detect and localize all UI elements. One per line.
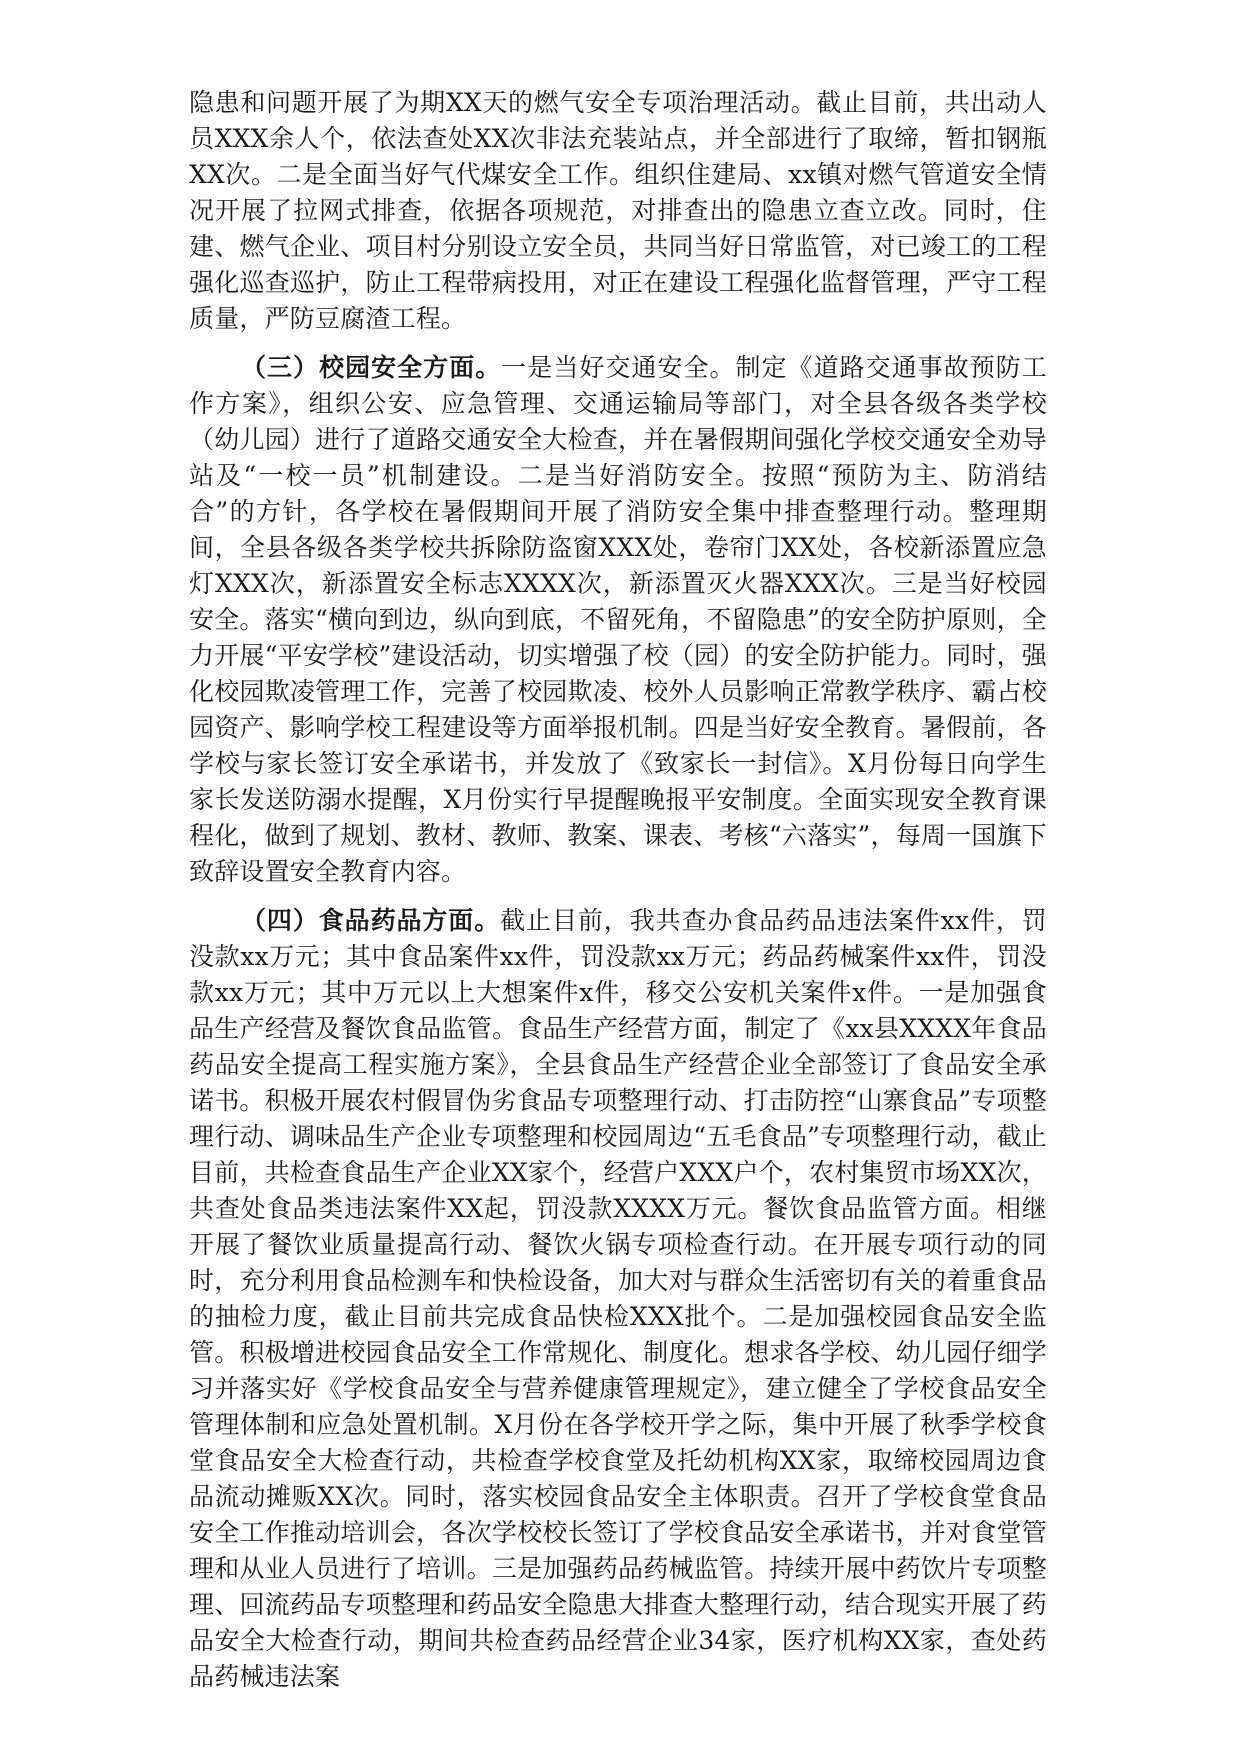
paragraph-food-drug bbox=[189, 903, 1047, 1695]
paragraph-body: 一是当好交通安全。制定《道路交通事故预防工作方案》，组织公安、应急管理、交通运输局等部门，对全县各级各类学校（幼儿园）进行了道路交通安全大检查，并在暑假期间强化学校交通安全劝导站及“一校一员”机制建设。二是当好消防安全。按照“预防为主、防消结合”的方针，各学校在暑假期间开展了消防安全集中排查整理行动。整理期间，全县各级各类学校共拆除防盗窗XXX处，卷帘门XX处，各校新添置应急灯XXX次，新添置安全标志XXXX次，新添置灭火器XXX次。三是当好校园安全。落实“横向到边，纵向到底，不留死角，不留隐患”的安全防护原则，全力开展“平安学校”建设活动，切实增强了校（园）的安全防护能力。同时，强化校园欺凌管理工作，完善了校园欺凌、校外人员影响正常教学秩序、霸占校园资产、影响学校工程建设等方面举报机制。四是当好安全教育。暑假前，各学校与家长签订安全承诺书，并发放了《致家长一封信》。X月份每日向学生家长发送防溺水提醒，X月份实行早提醒晚报平安制度。全面实现安全教育课程化，做到了规划、教材、教师、教案、课表、考核“六落实”，每周一国旗下致辞设置安全教育内容。 bbox=[189, 353, 1047, 886]
paragraph-body: 隐患和问题开展了为期XX天的燃气安全专项治理活动。截止目前，共出动人员XXX余人个，依法查处XX次非法充装站点，并全部进行了取缔，暂扣钢瓶XX次。二是全面当好气代煤安全工作。组织住建局、xx镇对燃气管道安全情况开展了拉网式排查，依据各项规范，对排查出的隐患立查立改。同时，住建、燃气企业、项目村分别设立安全员，共同当好日常监管，对已竣工的工程强化巡查巡护，防止工程带病投用，对正在建设工程强化监督管理，严守工程质量，严防豆腐渣工程。 bbox=[189, 88, 1047, 333]
section-heading-food-drug: （四）食品药品方面。 bbox=[241, 906, 501, 935]
paragraph-campus-safety bbox=[189, 350, 1047, 890]
document-page bbox=[189, 85, 1047, 1708]
section-heading-campus-safety: （三）校园安全方面。 bbox=[241, 353, 502, 382]
paragraph-gas-safety bbox=[189, 85, 1047, 337]
paragraph-body: 截止目前，我共查办食品药品违法案件xx件，罚没款xx万元；其中食品案件xx件，罚没款xx万元；药品药械案件xx件，罚没款xx万元；其中万元以上大想案件x件，移交公安机关案件x件。一是加强食品生产经营及餐饮食品监管。食品生产经营方面，制定了《xx县XXXX年食品药品安全提高工程实施方案》，全县食品生产经营企业全部签订了食品安全承诺书。积极开展农村假冒伪劣食品专项整理行动、打击防控“山寨食品”专项整理行动、调味品生产企业专项整理和校园周边“五毛食品”专项整理行动，截止目前，共检查食品生产企业XX家个，经营户XXX户个，农村集贸市场XX次，共查处食品类违法案件XX起，罚没款XXXX万元。餐饮食品监管方面。相继开展了餐饮业质量提高行动、餐饮火锅专项检查行动。在开展专项行动的同时，充分利用食品检测车和快检设备，加大对与群众生活密切有关的着重食品的抽检力度，截止目前共完成食品快检XXX批个。二是加强校园食品安全监管。积极增进校园食品安全工作常规化、制度化。想求各学校、幼儿园仔细学习并落实好《学校食品安全与营养健康管理规定》，建立健全了学校食品安全管理体制和应急处置机制。X月份在各学校开学之际，集中开展了秋季学校食堂食品安全大检查行动，共检查学校食堂及托幼机构XX家，取缔校园周边食品流动摊贩XX次。同时，落实校园食品安全主体职责。召开了学校食堂食品安全工作推动培训会，各次学校校长签订了学校食品安全承诺书，并对食堂管理和从业人员进行了培训。三是加强药品药械监管。持续开展中药饮片专项整理、回流药品专项整理和药品安全隐患大排查大整理行动，结合现实开展了药品安全大检查行动，期间共检查药品经营企业34家，医疗机构XX家，查处药品药械违法案 bbox=[189, 906, 1047, 1691]
